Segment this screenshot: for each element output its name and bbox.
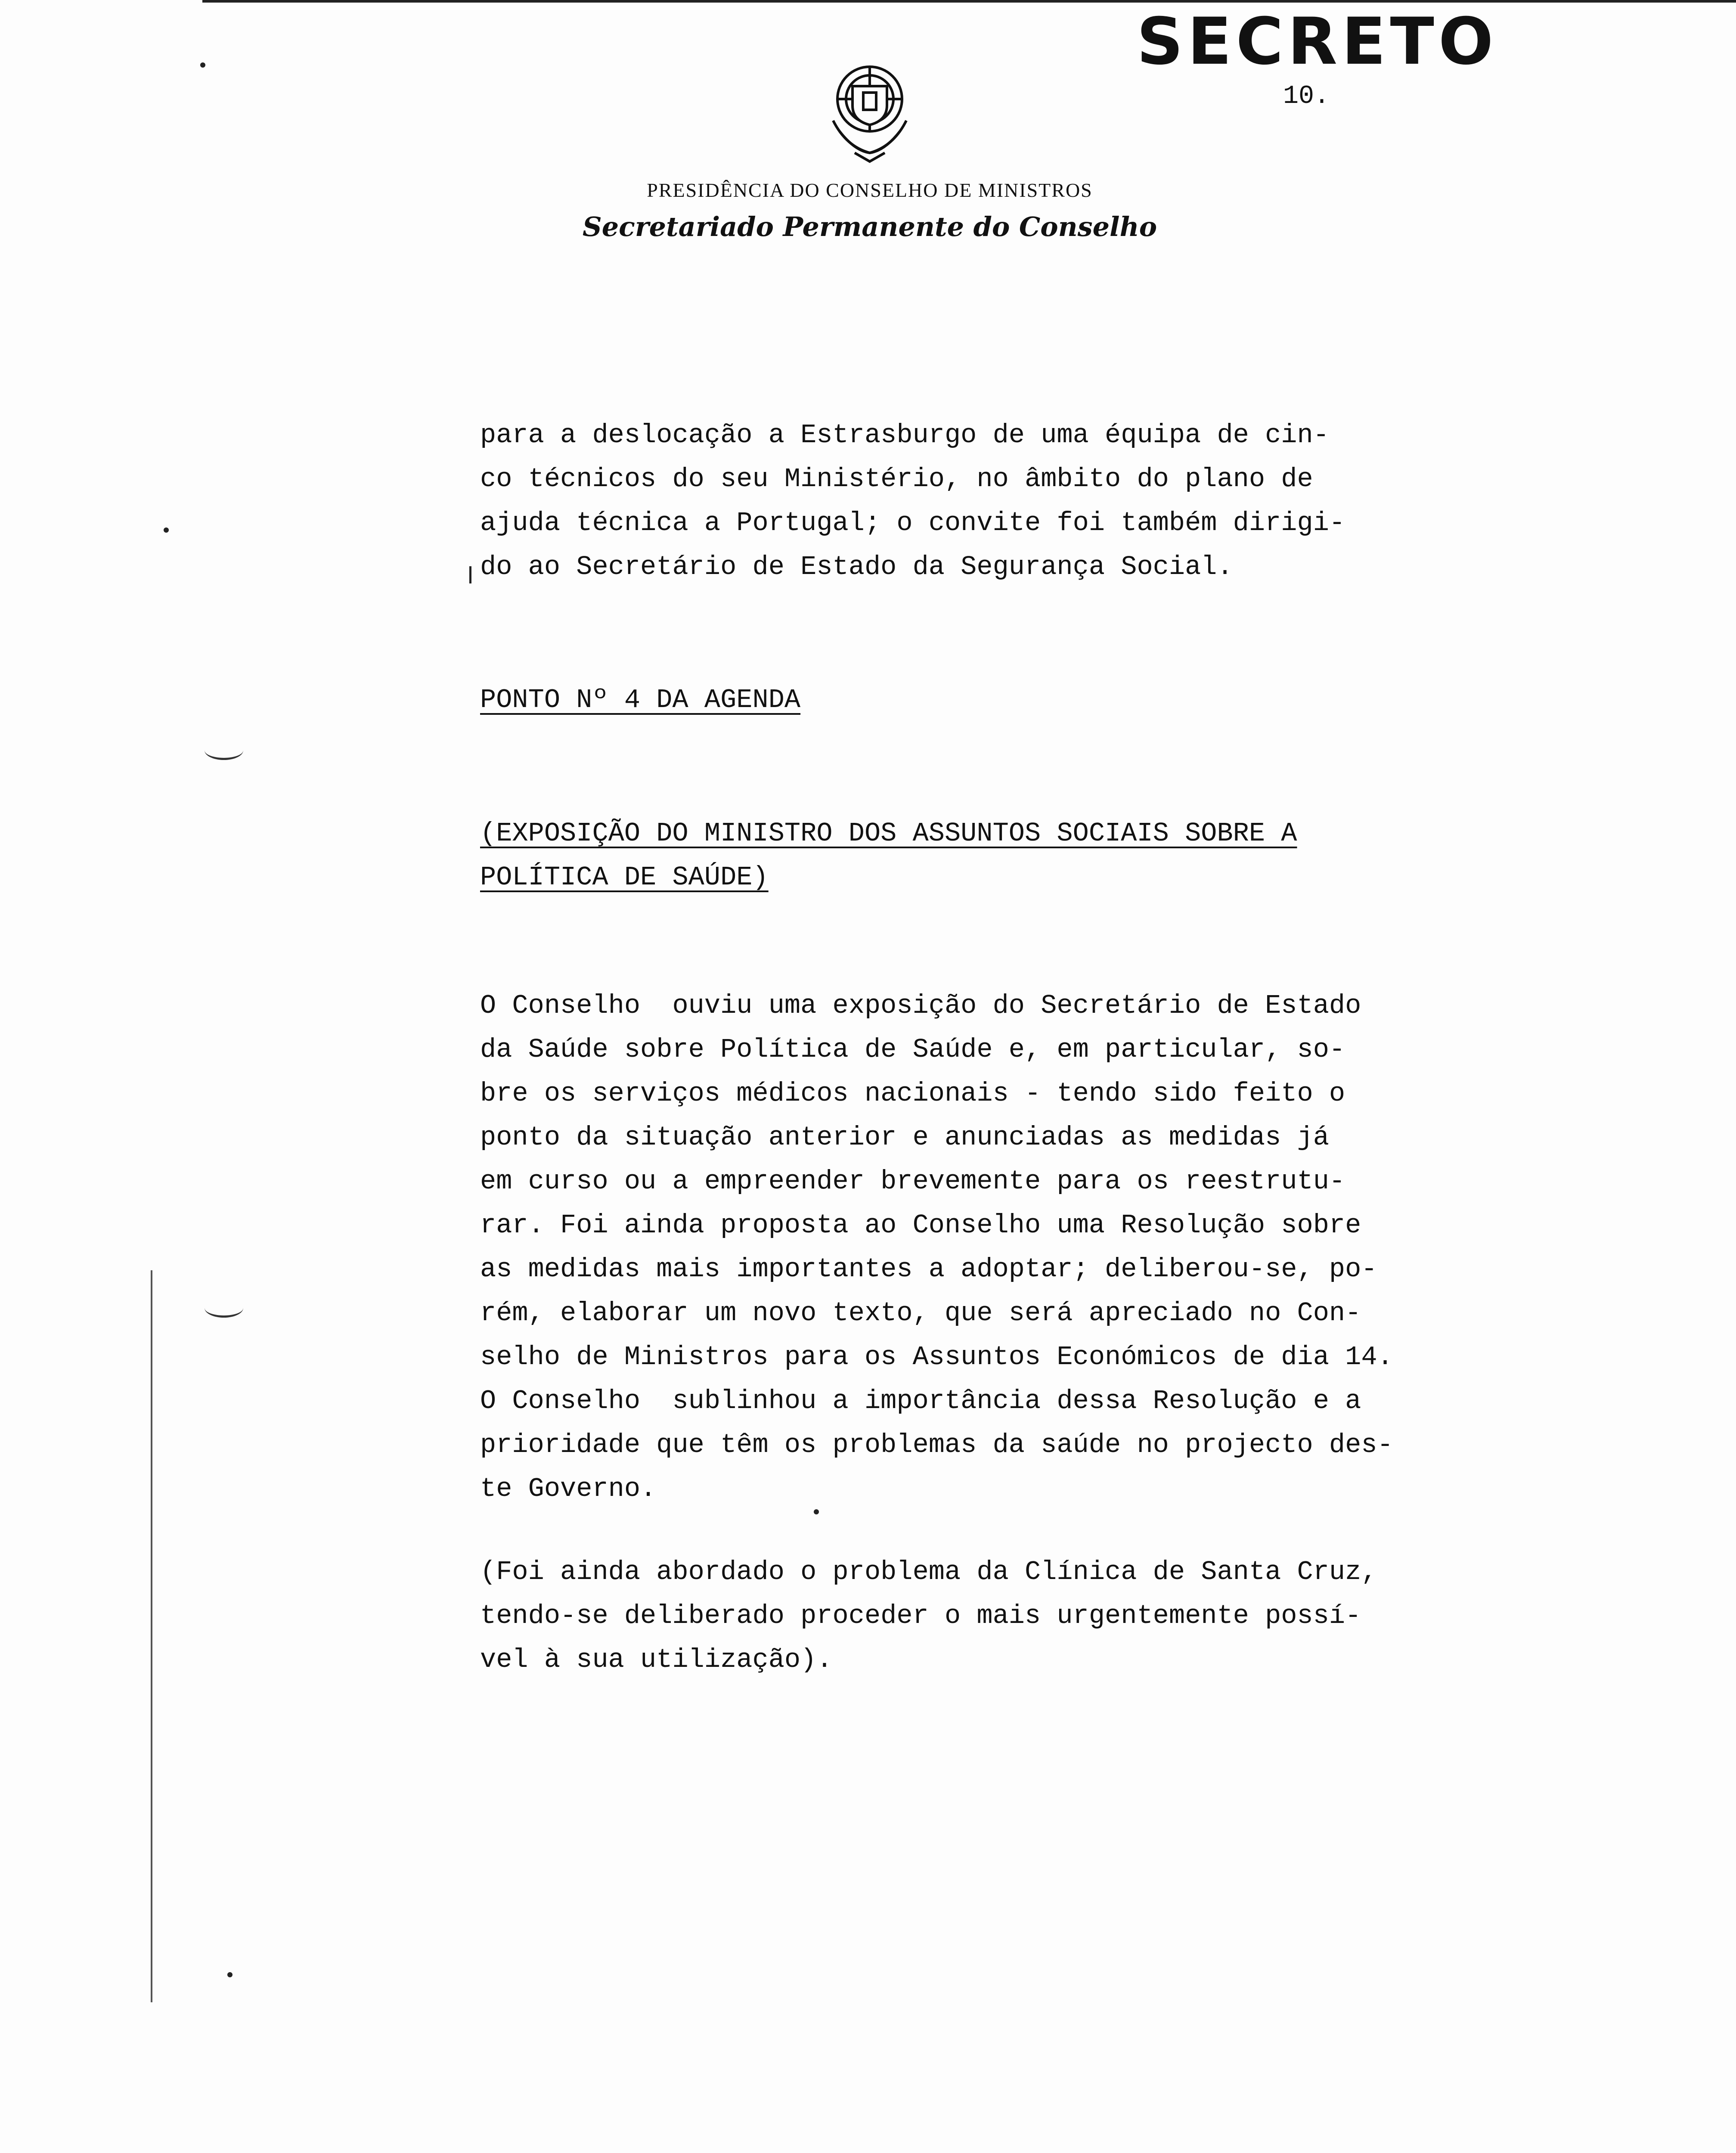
- header-subtitle: Secretariado Permanente do Conselho: [582, 211, 1157, 242]
- section-title-line: POLÍTICA DE SAÚDE): [480, 862, 769, 893]
- text-line: da Saúde sobre Política de Saúde e, em particular, so-: [480, 1034, 1345, 1065]
- text-line: O Conselho sublinhou a importância dessa Resolução e a: [480, 1386, 1361, 1416]
- text-line: em curso ou a empreender brevemente para os reestrutu-: [480, 1166, 1345, 1197]
- margin-dot: [814, 1509, 819, 1514]
- margin-dot: [227, 1972, 232, 1977]
- text-line: do ao Secretário de Estado da Segurança Social.: [480, 552, 1233, 582]
- text-line: bre os serviços médicos nacionais - tendo sido feito o: [480, 1078, 1345, 1109]
- margin-curve-mark: [205, 741, 243, 760]
- margin-dot: [164, 527, 169, 533]
- main-paragraph: [480, 984, 1393, 1511]
- text-line: para a deslocação a Estrasburgo de uma équipa de cin-: [480, 420, 1329, 450]
- continuation-paragraph: [480, 413, 1345, 589]
- header-title: PRESIDÊNCIA DO CONSELHO DE MINISTROS: [647, 179, 1093, 201]
- text-line: rém, elaborar um novo texto, que será apreciado no Con-: [480, 1298, 1361, 1328]
- text-line: ajuda técnica a Portugal; o convite foi também dirigi-: [480, 508, 1345, 538]
- margin-tick: [469, 566, 471, 583]
- text-line: (Foi ainda abordado o problema da Clínica de Santa Cruz,: [480, 1557, 1377, 1587]
- text-line: vel à sua utilização).: [480, 1644, 833, 1675]
- agenda-heading: PONTO Nº 4 DA AGENDA: [480, 685, 801, 715]
- text-line: tendo-se deliberado proceder o mais urgentemente possí-: [480, 1601, 1361, 1631]
- text-line: as medidas mais importantes a adoptar; deliberou-se, po-: [480, 1254, 1377, 1284]
- agenda-heading-block: [480, 678, 800, 722]
- top-border-line: [0, 0, 1736, 3]
- text-line: rar. Foi ainda proposta ao Conselho uma Resolução sobre: [480, 1210, 1361, 1241]
- text-line: te Governo.: [480, 1474, 657, 1504]
- top-border-gap: [0, 0, 202, 3]
- text-line: O Conselho ouviu uma exposição do Secretário de Estado: [480, 990, 1361, 1021]
- margin-curve-mark: [205, 1298, 243, 1318]
- margin-scan-line: [151, 1270, 152, 2002]
- coat-of-arms-icon: [820, 56, 919, 164]
- section-title-block: [480, 812, 1297, 900]
- text-line: prioridade que têm os problemas da saúde no projecto des-: [480, 1430, 1393, 1460]
- final-paragraph: [480, 1550, 1377, 1682]
- text-line: selho de Ministros para os Assuntos Económicos de dia 14.: [480, 1342, 1393, 1372]
- margin-dot: [200, 62, 205, 68]
- text-line: ponto da situação anterior e anunciadas as medidas já: [480, 1122, 1329, 1153]
- classification-stamp: SECRETO: [1137, 4, 1498, 79]
- text-line: co técnicos do seu Ministério, no âmbito do plano de: [480, 464, 1313, 494]
- section-title-line: (EXPOSIÇÃO DO MINISTRO DOS ASSUNTOS SOCIAIS SOBRE A: [480, 818, 1297, 849]
- page-number: 10.: [1283, 82, 1330, 111]
